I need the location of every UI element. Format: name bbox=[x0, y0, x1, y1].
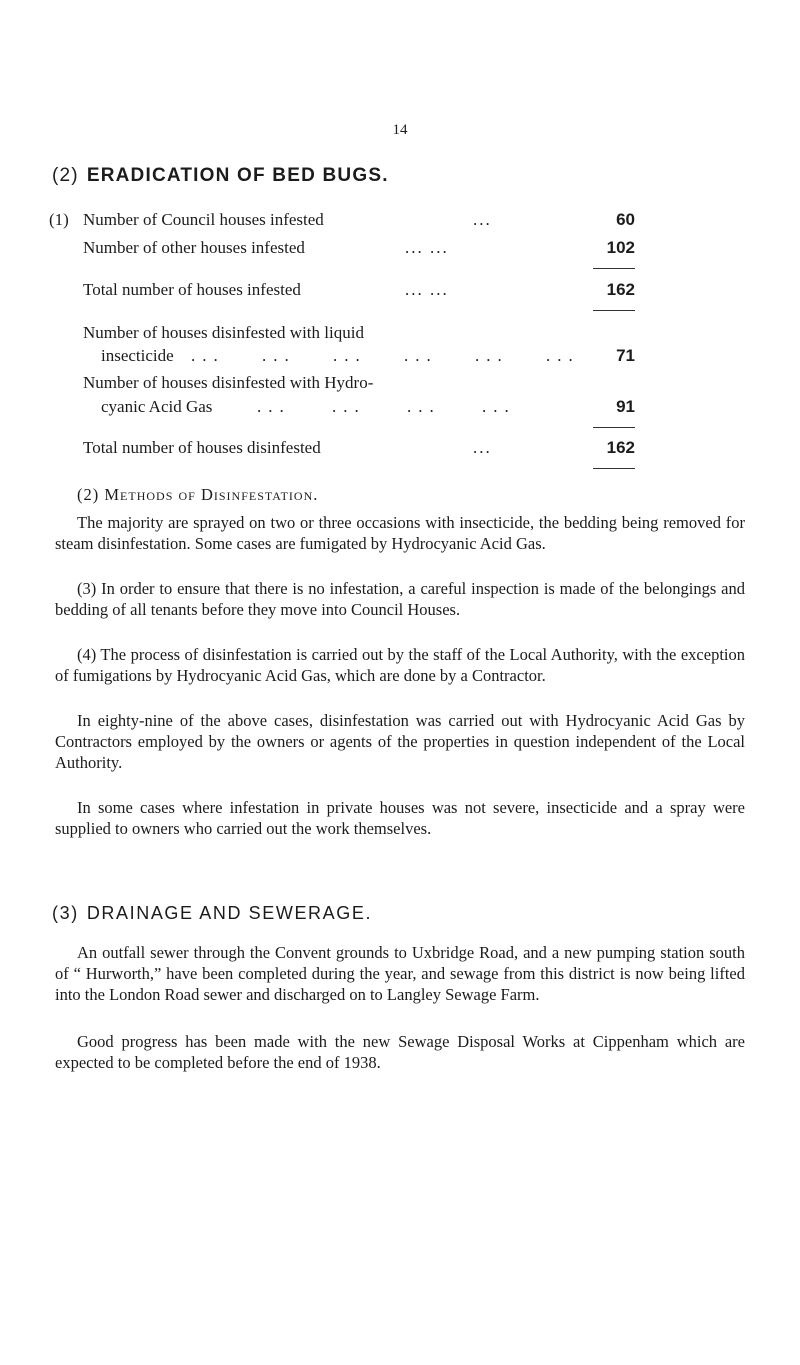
row-label: cyanic Acid Gas bbox=[101, 397, 213, 416]
row-liquid-line1 bbox=[55, 323, 635, 347]
row-value: 162 bbox=[606, 438, 635, 457]
sum-rule bbox=[593, 427, 635, 428]
paragraph-sewage-works: Good progress has been made with the new Sewage Disposal Works at Cippenham which are expected to be completed before the end of 1938. bbox=[55, 1032, 745, 1072]
row-dots: ... bbox=[473, 210, 492, 229]
row-value: 102 bbox=[606, 238, 635, 257]
row-total-disinfested bbox=[55, 438, 635, 462]
paragraph-inspection: (3) In order to ensure that there is no infestation, a careful inspection is made of the belongings and bedding of all tenants before they move into Council Houses. bbox=[55, 579, 745, 619]
row-value: 71 bbox=[616, 346, 635, 365]
paragraph-private-houses: In some cases where infestation in private houses was not severe, insecticide and a spray were supplied to owners who carried out the work themselves. bbox=[55, 798, 745, 838]
row-dots: ... ... ... ... ... ... bbox=[191, 346, 580, 365]
row-label: Number of Council houses infested bbox=[83, 210, 324, 229]
row-dots: ... ... ... ... bbox=[257, 397, 516, 416]
row-dots: ... bbox=[473, 438, 492, 457]
row-label: insecticide bbox=[101, 346, 174, 365]
row-liquid-insecticide bbox=[55, 346, 635, 370]
row-other-houses bbox=[55, 238, 635, 262]
row-hcn-gas bbox=[55, 397, 635, 421]
item-marker: (1) bbox=[49, 210, 69, 229]
row-value: 91 bbox=[616, 397, 635, 416]
section-title: ERADICATION OF BED BUGS. bbox=[86, 165, 389, 186]
subheading-title: Methods of Disinfestation. bbox=[104, 485, 319, 504]
subheading-number: (2) bbox=[77, 485, 100, 504]
row-council-houses bbox=[55, 210, 635, 234]
row-label: Total number of houses infested bbox=[83, 280, 301, 299]
paragraph-outfall-sewer: An outfall sewer through the Convent grounds to Uxbridge Road, and a new pumping station south of “ Hurworth,” have been completed during the year, and sewage from this district is now being lifted into the London Road sewer and discharged on to Langley Sewage Farm. bbox=[55, 943, 745, 1004]
paragraph-contractors: In eighty-nine of the above cases, disinfestation was carried out with Hydrocyanic Acid Gas by Contractors employed by the owners or agents of the properties in question independent of the Local Authority. bbox=[55, 711, 745, 772]
row-value: 60 bbox=[616, 210, 635, 229]
row-hcn-line1 bbox=[55, 373, 635, 397]
row-label: Number of houses disinfested with liquid bbox=[83, 323, 364, 342]
section-heading-eradication bbox=[52, 165, 389, 187]
paragraph-methods: The majority are sprayed on two or three occasions with insecticide, the bedding being removed for steam disinfestation. Some cases are fumigated by Hydrocyanic Acid Gas. bbox=[55, 513, 745, 553]
sum-rule bbox=[593, 268, 635, 269]
row-label: Number of houses disinfested with Hydro- bbox=[83, 373, 374, 392]
sum-rule bbox=[593, 468, 635, 469]
row-value: 162 bbox=[606, 280, 635, 299]
row-dots: ... ... bbox=[405, 238, 449, 257]
section-title: DRAINAGE AND SEWERAGE. bbox=[86, 903, 373, 923]
section-number: (3) bbox=[52, 903, 79, 923]
row-total-infested bbox=[55, 280, 635, 304]
row-label: Number of other houses infested bbox=[83, 238, 305, 257]
paragraph-process: (4) The process of disinfestation is carried out by the staff of the Local Authority, with the exception of fumigations by Hydrocyanic Acid Gas, which are done by a Contractor. bbox=[55, 645, 745, 685]
section-heading-drainage bbox=[52, 903, 372, 924]
methods-subheading bbox=[77, 485, 318, 505]
page-number: 14 bbox=[392, 122, 408, 138]
sum-rule bbox=[593, 310, 635, 311]
section-number: (2) bbox=[52, 165, 79, 186]
row-dots: ... ... bbox=[405, 280, 449, 299]
row-label: Total number of houses disinfested bbox=[83, 438, 321, 457]
